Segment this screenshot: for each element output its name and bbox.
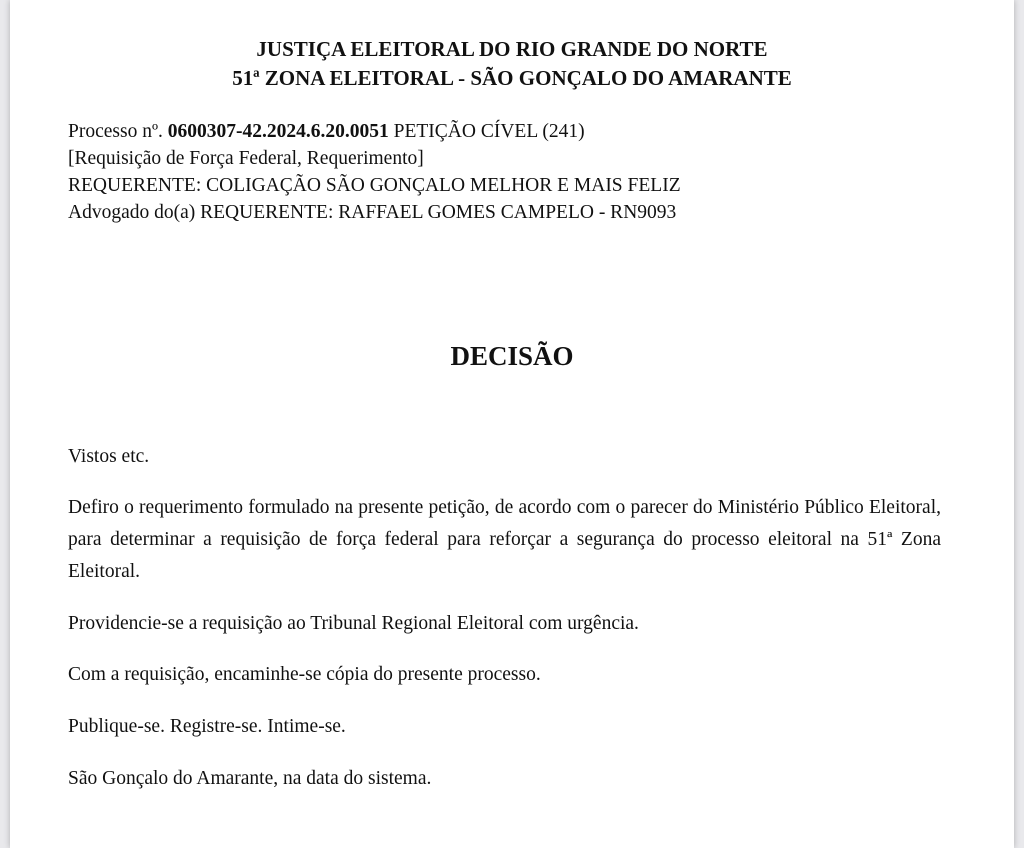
process-requerente: REQUERENTE: COLIGAÇÃO SÃO GONÇALO MELHOR E MAIS FELIZ [68, 175, 681, 196]
decision-title: DECISÃO [450, 341, 574, 371]
paragraph-vistos: Vistos etc. [68, 446, 150, 467]
process-subject: [Requisição de Força Federal, Requerimento] [68, 148, 424, 169]
process-number: 0600307-42.2024.6.20.0051 [167, 121, 389, 142]
document-page [10, 0, 1014, 848]
paragraph-local-data: São Gonçalo do Amarante, na data do sistema. [68, 768, 432, 789]
process-class: PETIÇÃO CÍVEL (241) [388, 121, 585, 142]
paragraph-defiro: Defiro o requerimento formulado na presente petição, de acordo com o parecer do Ministério Público Eleitoral, para determinar a requisição de força federal para reforçar a segurança do processo eleitoral na 51ª Zona Eleitoral. [68, 497, 941, 582]
paragraph-providencie: Providencie-se a requisição ao Tribunal Regional Eleitoral com urgência. [68, 613, 639, 634]
document-header [10, 35, 1014, 93]
paragraph-publique: Publique-se. Registre-se. Intime-se. [68, 716, 346, 737]
process-advogado: Advogado do(a) REQUERENTE: RAFFAEL GOMES CAMPELO - RN9093 [68, 202, 677, 223]
process-line [68, 118, 681, 145]
process-prefix: Processo nº. [68, 121, 168, 142]
paragraph-requisicao: Com a requisição, encaminhe-se cópia do presente processo. [68, 664, 541, 685]
court-name: JUSTIÇA ELEITORAL DO RIO GRANDE DO NORTE [256, 37, 768, 61]
electoral-zone: 51ª ZONA ELEITORAL - SÃO GONÇALO DO AMARANTE [232, 66, 792, 90]
process-info [68, 118, 681, 226]
